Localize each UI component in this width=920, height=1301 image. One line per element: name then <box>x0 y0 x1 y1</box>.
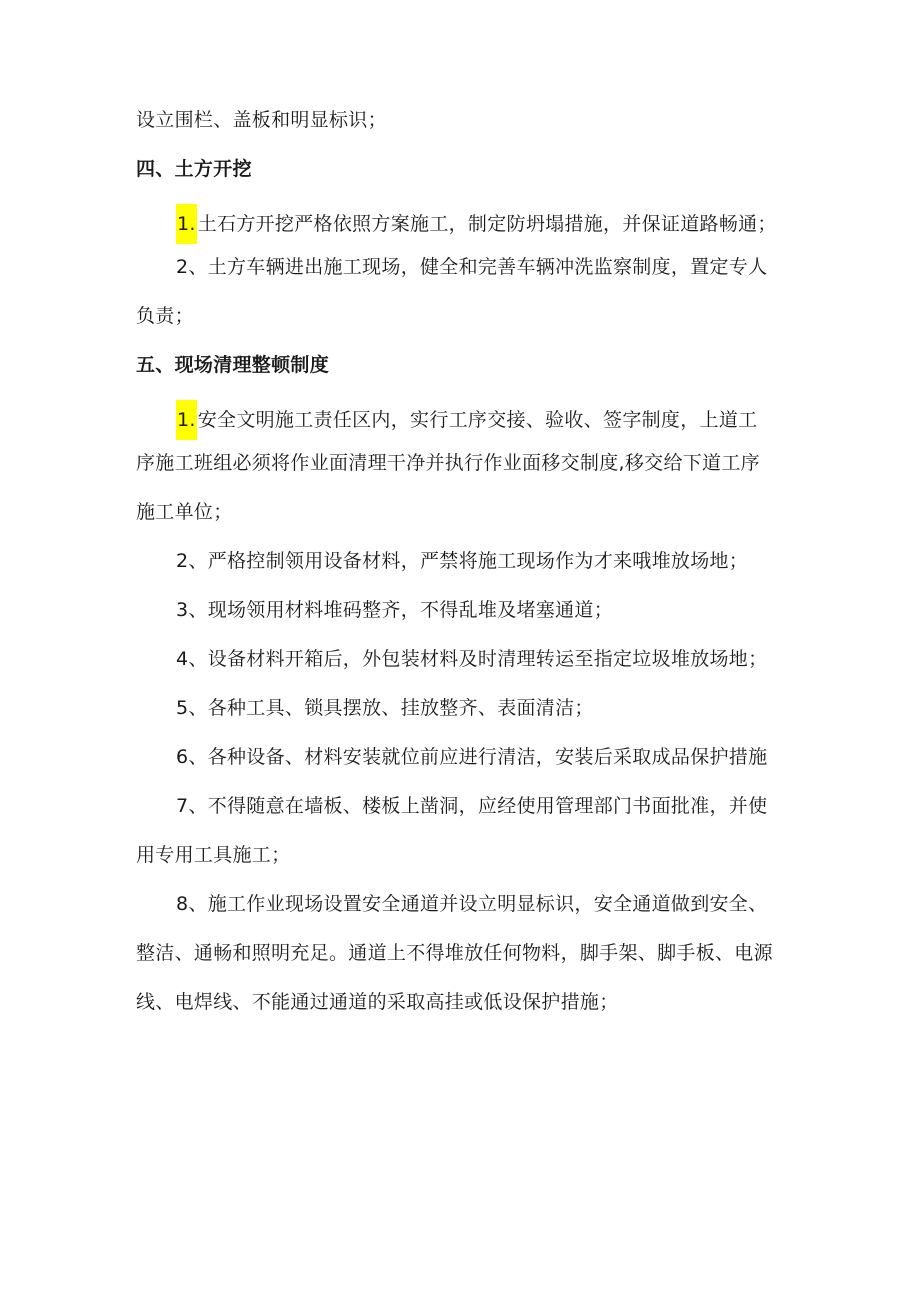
section-heading-earthwork: 四、土方开挖 <box>136 158 252 180</box>
list-item-cleanup-2: 2、严格控制领用设备材料，严禁将施工现场作为才来哦堆放场地； <box>176 550 749 572</box>
highlight-mark: 1. <box>176 400 197 440</box>
paragraph-line: 线、电焊线、不能通过通道的采取高挂或低设保护措施； <box>136 991 619 1013</box>
list-item-cleanup-4: 4、设备材料开箱后，外包装材料及时清理转运至指定垃圾堆放场地； <box>176 648 768 670</box>
paragraph-line: 施工单位； <box>136 501 233 523</box>
section-heading-site-cleanup: 五、现场清理整顿制度 <box>136 354 330 376</box>
list-item-text: 土石方开挖严格依照方案施工，制定防坍塌措施，并保证道路畅通； <box>197 213 777 235</box>
list-item-cleanup-8: 8、施工作业现场设置安全通道并设立明显标识，安全通道做到安全、 <box>176 893 768 915</box>
list-item-cleanup-1 <box>176 400 757 440</box>
list-item-cleanup-3: 3、现场领用材料堆码整齐，不得乱堆及堵塞通道； <box>176 599 613 621</box>
paragraph-line: 序施工班组必须将作业面清理干净并执行作业面移交制度,移交给下道工序 <box>136 452 760 474</box>
paragraph-line: 用专用工具施工； <box>136 844 291 866</box>
list-item-earthwork-1 <box>176 204 777 244</box>
list-item-cleanup-5: 5、各种工具、锁具摆放、挂放整齐、表面清洁； <box>176 697 594 719</box>
list-item-text: 安全文明施工责任区内，实行工序交接、验收、签字制度，上道工 <box>197 409 758 431</box>
paragraph-line: 设立围栏、盖板和明显标识； <box>136 109 387 131</box>
highlight-mark: 1. <box>176 204 197 244</box>
paragraph-line: 整洁、通畅和照明充足。通道上不得堆放任何物料，脚手架、脚手板、电源 <box>136 942 773 964</box>
list-item-cleanup-7: 7、不得随意在墙板、楼板上凿洞，应经使用管理部门书面批准，并使 <box>176 795 768 817</box>
list-item-cleanup-6: 6、各种设备、材料安装就位前应进行清洁，安装后采取成品保护措施 <box>176 746 768 768</box>
list-item-earthwork-2: 2、土方车辆进出施工现场，健全和完善车辆冲洗监察制度，置定专人 <box>176 256 768 278</box>
paragraph-line: 负责； <box>136 305 194 327</box>
